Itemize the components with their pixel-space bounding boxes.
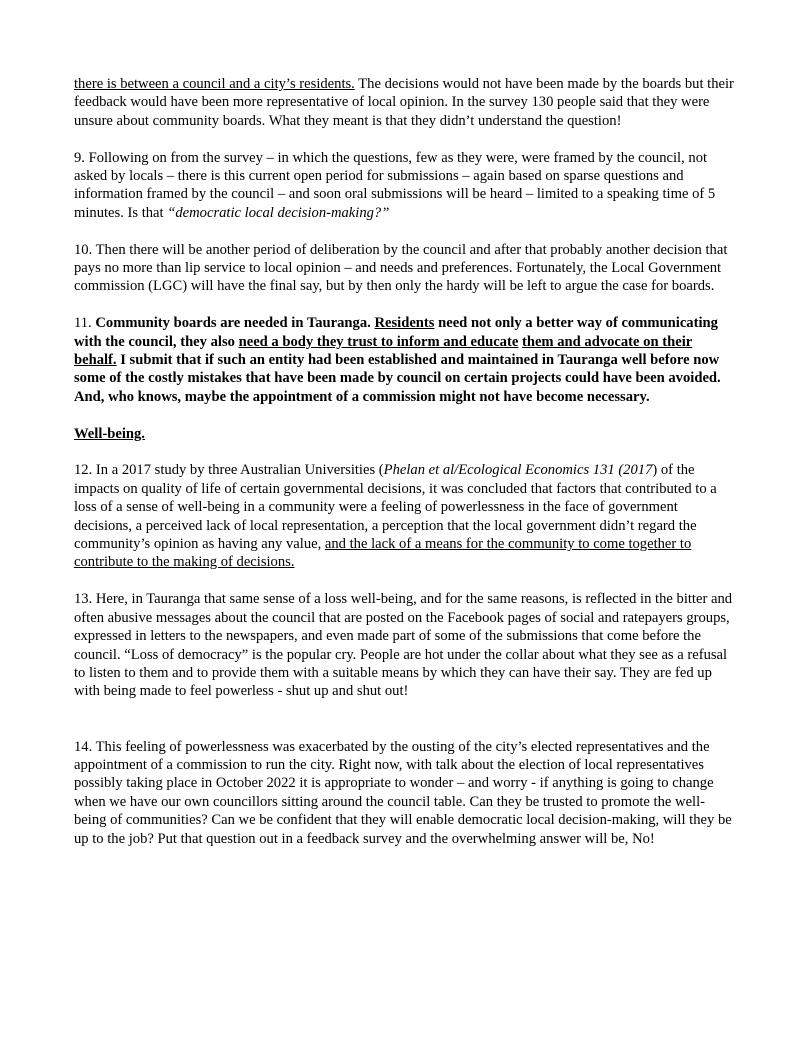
section-heading: Well-being.: [74, 425, 145, 442]
paragraph-13: [74, 590, 736, 700]
underlined-phrase: them and advocate on their behalf.: [74, 333, 693, 369]
paragraph-12: [74, 461, 736, 571]
paragraph-text: ) of the impacts on quality of life of certain governmental decisions, it was concluded that factors that contributed to a loss of a sense of well-being in a community were a feeling of powerlessness in the face of government decisions, a perceived lack of local representation, a perception that the local government didn’t regard the community’s opinion as having any value,: [74, 462, 717, 553]
paragraph-text: 9. Following on from the survey – in which the questions, few as they were, were framed by the council, not asked by locals – there is this current open period for submissions – again based on sparse questions and information framed by the council – and soon oral submissions will be heard – limited to a speaking time of 5 minutes. Is that: [74, 149, 716, 221]
underlined-word: Residents: [374, 315, 435, 332]
underlined-phrase: there is between a council and a city’s residents.: [74, 76, 355, 92]
blank-line: [74, 719, 736, 737]
paragraph-10: [74, 241, 736, 296]
underlined-phrase: and the lack of a means for the community to come together to contribute to the making of decisions.: [74, 536, 692, 571]
citation: Phelan et al/Ecological Economics 131 (2017: [383, 462, 653, 479]
paragraph-text: 10. Then there will be another period of deliberation by the council and after that probably another decision that pays no more than lip service to local opinion – and needs and preferences. Fortunately, the Local Government commission (LGC) will have the final say, but by then only the hardy will be left to argue the case for boards.: [74, 241, 728, 295]
paragraph-text: 12. In a 2017 study by three Australian Universities (: [74, 462, 384, 479]
paragraph-11: [74, 314, 736, 406]
paragraph-text: 13. Here, in Tauranga that same sense of a loss well-being, and for the same reasons, is reflected in the bitter and often abusive messages about the council that are posted on the Facebook pages of social and ratepayers groups, expressed in letters to the newspapers, and even made part of some of the submissions that come before the council. “Loss of democracy” is the popular cry. People are hot under the collar about what they see as a refusal to listen to them and to provide them with a suitable means by which they can have their say. They are fed up with being made to feel powerless - shut up and shut out!: [74, 591, 733, 700]
paragraph-number: 11.: [74, 315, 96, 332]
paragraph-text: need not only a better way of communicating with the council, they also: [74, 315, 718, 350]
quoted-phrase: “democratic local decision-making?”: [167, 204, 390, 221]
paragraph-14: [74, 738, 736, 848]
paragraph-text: 14. This feeling of powerlessness was exacerbated by the ousting of the city’s elected representatives and the appointment of a commission to run the city. Right now, with talk about the election of local representatives possibly taking place in October 2022 it is appropriate to wonder – and worry - if anything is going to change when we have our own councillors sitting around the council table. Can they be trusted to promote the well-being of communities? Can we be confident that they will enable democratic local decision-making, will they be up to the job? Put that question out in a feedback survey and the overwhelming answer will be, No!: [74, 738, 732, 847]
underlined-phrase: need a body they trust to inform and educate: [238, 333, 519, 350]
paragraph-8-continued: [74, 75, 736, 130]
paragraph-text: I submit that if such an entity had been established and maintained in Tauranga well before now some of the costly mistakes that have been made by council on certain projects could have been avoided. And, who knows, maybe the appointment of a commission might not have become necessary.: [74, 352, 721, 405]
paragraph-text: The decisions would not have been made by the boards but their feedback would have been more representative of local opinion. In the survey 130 people said that they were unsure about community boards. What they meant is that they didn’t understand the question!: [74, 76, 734, 129]
paragraph-text: Community boards are needed in Tauranga.: [95, 315, 375, 332]
paragraph-9: [74, 149, 736, 223]
